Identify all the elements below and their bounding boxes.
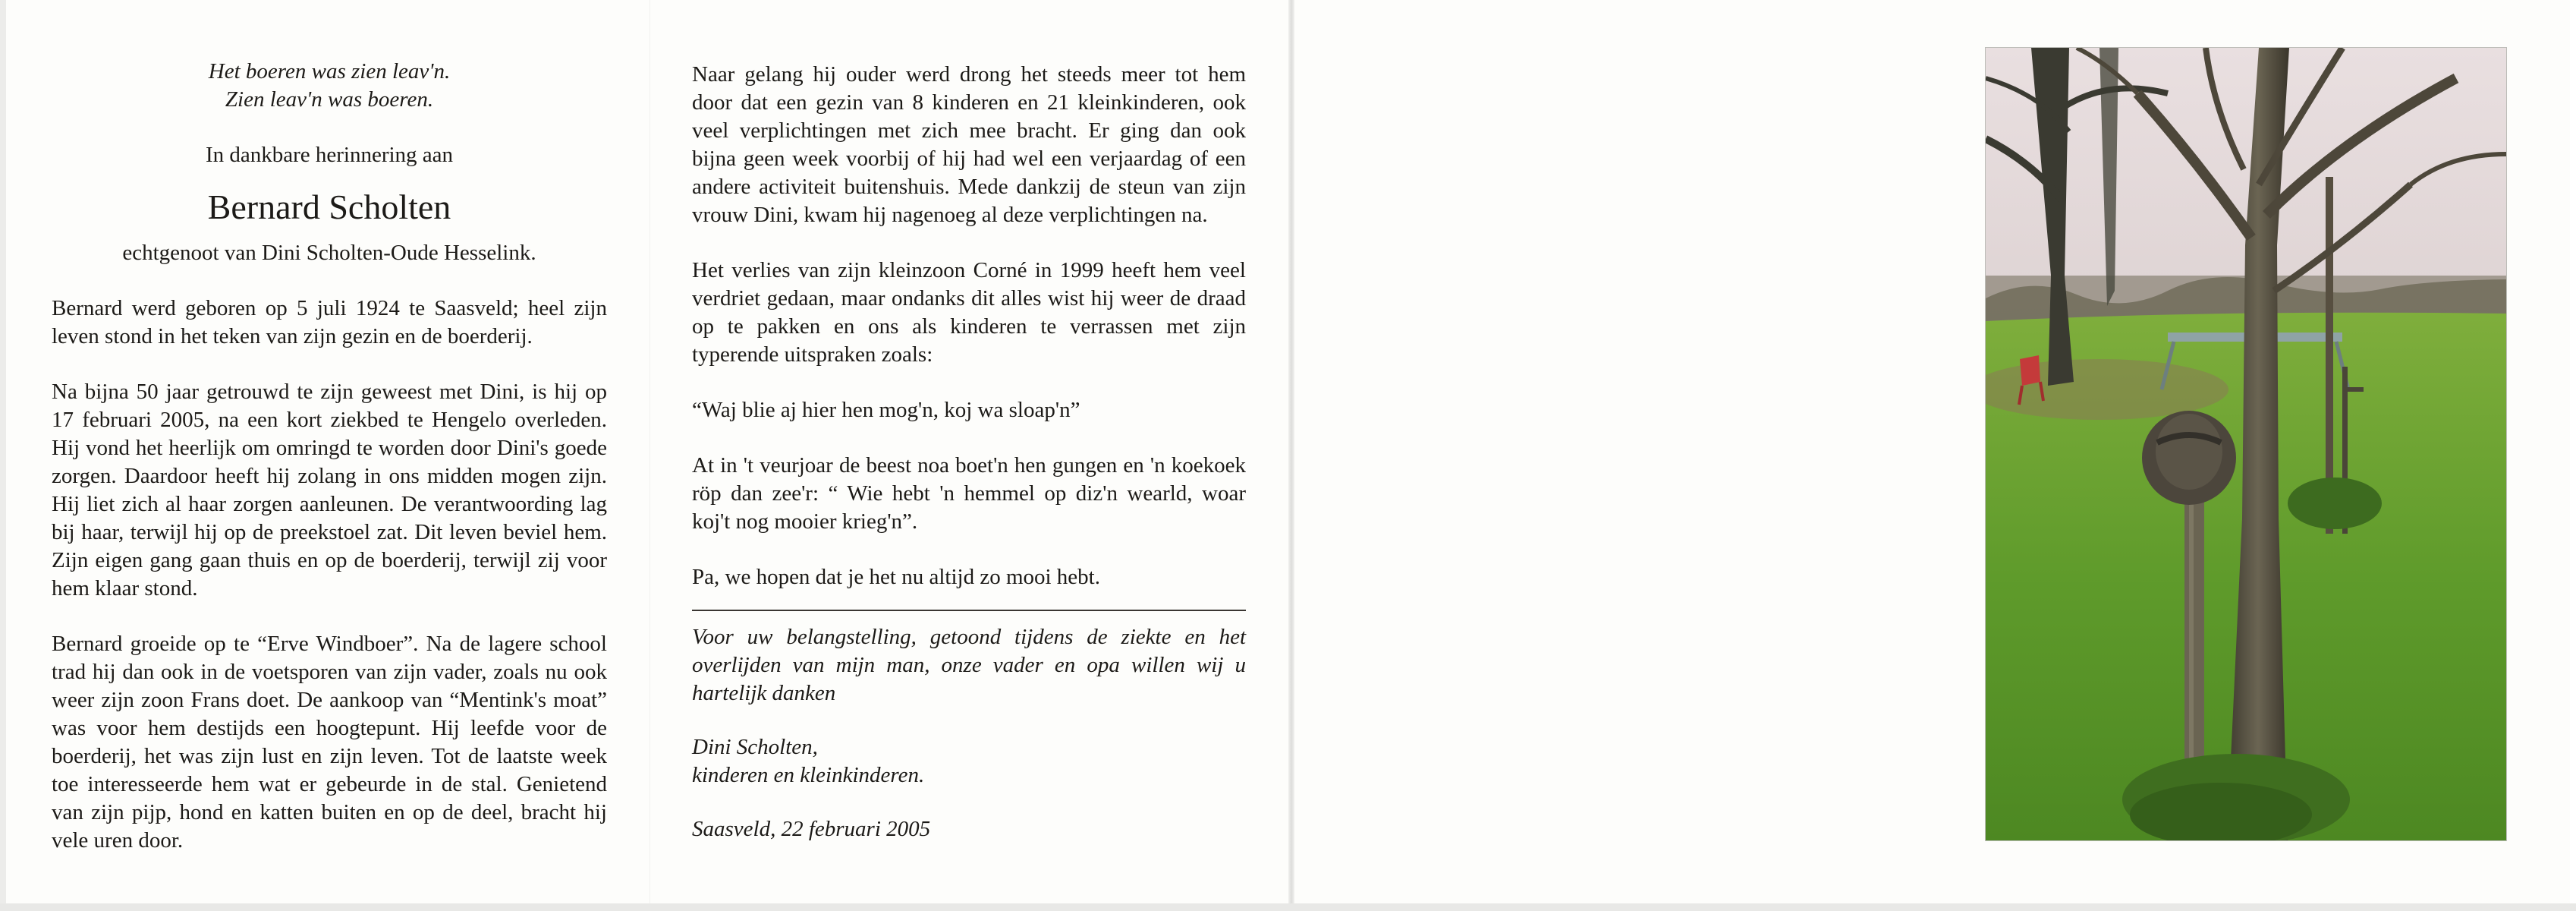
biography-paragraph: Bernard groeide op te “Erve Windboer”. Na de lagere school trad hij dan ook in de voetsporen van zijn vader, zoals nu ook weer zijn zoon Frans doet. De aankoop van “Mentink's moat” was voor hem destijds een hoogtepunt. Hij leefde voor de boerderij, het was zijn lust en zijn leven. Tot de laatste week toe interesseerde hem wat er gebeurde in de stal. Genietend van zijn pijp, hond en katten buiten en op de deel, bracht hij vele uren door. bbox=[52, 632, 607, 853]
card-edge-bottom bbox=[0, 903, 2576, 911]
memorial-photo bbox=[1985, 47, 2507, 841]
quote-line: “Waj blie aj hier hen mog'n, koj wa sloap'n” bbox=[692, 398, 1080, 422]
deceased-name: Bernard Scholten bbox=[207, 188, 451, 226]
signature-line: Dini Scholten, bbox=[692, 735, 818, 759]
motto-line: Het boeren was zien leav'n. bbox=[208, 59, 451, 84]
biography-paragraph: Naar gelang hij ouder werd drong het steeds meer tot hem door dat een gezin van 8 kinderen en 21 kleinkinderen, ook veel verplichtingen met zich mee bracht. Er ging dan ook bijna geen week voorbij of hij had wel een verjaardag of een andere activiteit buitenshuis. Mede dankzij de steun van zijn vrouw Dini, kwam hij nagenoeg al deze verplichtingen na. bbox=[692, 62, 1246, 227]
proverb-paragraph: At in 't veurjoar de beest noa boet'n hen gungen en 'n koekoek röp dan zee'r: “ Wie hebt 'n hemmel op diz'n wearld, woar koj't nog mooier krieg'n”. bbox=[692, 453, 1246, 534]
motto-line: Zien leav'n was boeren. bbox=[225, 87, 434, 112]
text-column-1 bbox=[52, 58, 607, 855]
signature bbox=[692, 733, 1246, 790]
place-date: Saasveld, 22 februari 2005 bbox=[692, 817, 931, 841]
biography-paragraph: Na bijna 50 jaar getrouwd te zijn geweest met Dini, is hij op 17 februari 2005, na een kort ziekbed te Hengelo overleden. Hij vond het heerlijk om omringd te worden door Dini's goede zorgen. Daardoor heeft hij zolang in ons midden mogen zijn. Hij liet zich al haar zorgen aanleunen. De verantwoording lag bij haar, terwijl hij op de preekstoel zat. Dit leven beviel hem. Zijn eigen gang gaan thuis en op de boerderij, terwijl zij voor hem klaar stond. bbox=[52, 380, 607, 601]
divider-line bbox=[692, 610, 1246, 611]
signature-line: kinderen en kleinkinderen. bbox=[692, 763, 925, 787]
biography-paragraph: Bernard werd geboren op 5 juli 1924 te Saasveld; heel zijn leven stond in het teken van zijn gezin en de boerderij. bbox=[52, 296, 607, 348]
spouse-line: echtgenoot van Dini Scholten-Oude Hesselink. bbox=[122, 241, 536, 265]
motto bbox=[52, 58, 607, 114]
photo-icon bbox=[1986, 48, 2506, 840]
thanks-paragraph: Voor uw belangstelling, getoond tijdens de ziekte en het overlijden van mijn man, onze vader en opa willen wij u hartelijk danken bbox=[692, 625, 1246, 705]
closing-line: Pa, we hopen dat je het nu altijd zo mooi hebt. bbox=[692, 565, 1100, 589]
text-column-2 bbox=[692, 61, 1246, 843]
intro-line: In dankbare herinnering aan bbox=[205, 143, 454, 167]
biography-paragraph: Het verlies van zijn kleinzoon Corné in 1999 heeft hem veel verdriet gedaan, maar ondanks dit alles wist hij weer de draad op te pakken en ons als kinderen te verrassen met zijn typerende uitspraken zoals: bbox=[692, 258, 1246, 367]
card-edge bbox=[0, 0, 6, 911]
card-fold bbox=[1288, 0, 1294, 911]
